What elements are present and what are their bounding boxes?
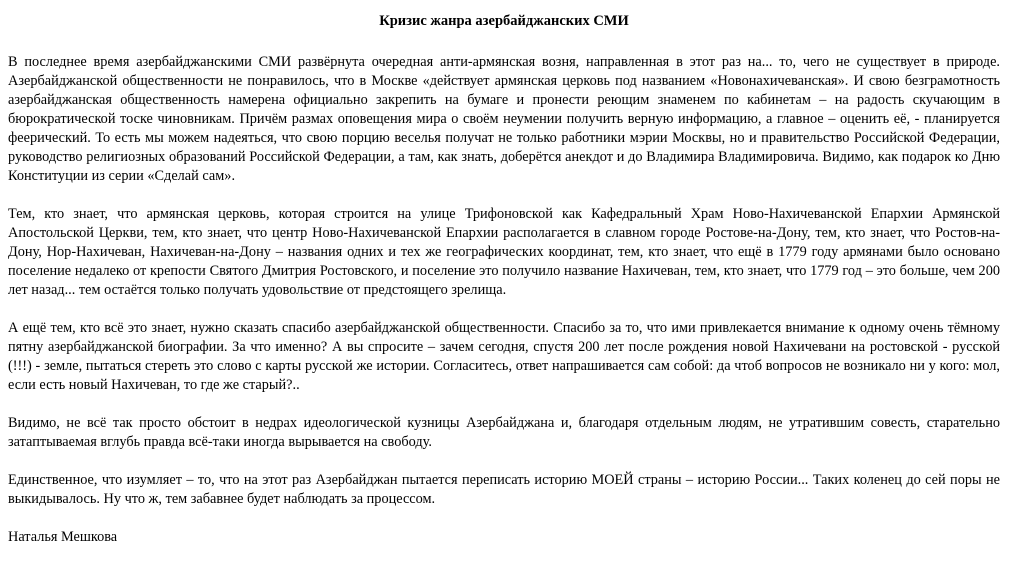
article-title: Кризис жанра азербайджанских СМИ bbox=[379, 13, 629, 29]
article-paragraph-5: Единственное, что изумляет – то, что на этот раз Азербайджан пытается переписать историю МОЕЙ страны – историю России... Таких коленец до сей поры не выкидывалось. Ну что ж, тем забавнее будет наблюдать за процессом. bbox=[8, 472, 1000, 507]
article bbox=[0, 12, 1012, 547]
article-paragraph-4: Видимо, не всё так просто обстоит в недрах идеологической кузницы Азербайджана и, благодаря отдельным людям, не утратившим совесть, старательно затаптываемая вглубь правда всё-таки иногда вырывается на свободу. bbox=[8, 415, 1000, 450]
author-signature: Наталья Мешкова bbox=[8, 529, 118, 545]
article-paragraph-3: А ещё тем, кто всё это знает, нужно сказать спасибо азербайджанской общественности. Спасибо за то, что ими привлекается внимание к одному очень тёмному пятну азербайджанской биографии. За что именно? А вы спросите – зачем сегодня, спустя 200 лет после рождения новой Нахичевани на ростовской - русской (!!!) - земле, пытаться стереть это слово с карты русской же истории. Согласитесь, ответ напрашивается сам собой: да чтоб вопросов не возникало ни у кого: мол, если есть новый Нахичеван, то где же старый?.. bbox=[8, 320, 1000, 393]
article-paragraph-1: В последнее время азербайджанскими СМИ развёрнута очередная анти-армянская возня, направленная в этот раз на... то, чего не существует в природе. Азербайджанской общественности не понравилось, что в Москве «действует армянская церковь под названием «Новонахичеванская». И свою безграмотность азербайджанская общественность намерена официально закрепить на бумаге и пронести реющим знаменем по кабинетам – на радость скучающим в бюрократической тоске чиновникам. Причём размах оповещения мира о своём неумении получить верную информацию, а главное – оценить её, - планируется феерический. То есть мы можем надеяться, что свою порцию веселья получат не только работники мэрии Москвы, но и правительство Российской Федерации, руководство религиозных образований Российской Федерации, а там, как знать, доберётся анекдот и до Владимира Владимировича. Видимо, как подарок ко Дню Конституции из серии «Сделай сам». bbox=[8, 54, 1000, 184]
article-paragraph-2: Тем, кто знает, что армянская церковь, которая строится на улице Трифоновской как Кафедральный Храм Ново-Нахичеванской Епархии Армянской Апостольской Церкви, тем, кто знает, что центр Ново-Нахичеванской Епархии располагается в славном городе Ростове-на-Дону, тем, кто знает, что Ростов-на-Дону, Нор-Нахичеван, Нахичеван-на-Дону – названия одних и тех же географических координат, тем, кто знает, что ещё в 1779 году армянами было основано поселение недалеко от крепости Святого Дмитрия Ростовского, и поселение это получило название Нахичеван, тем, кто знает, что 1779 год – это больше, чем 200 лет назад... тем остаётся только получать удовольствие от предстоящего зрелища. bbox=[8, 206, 1000, 298]
